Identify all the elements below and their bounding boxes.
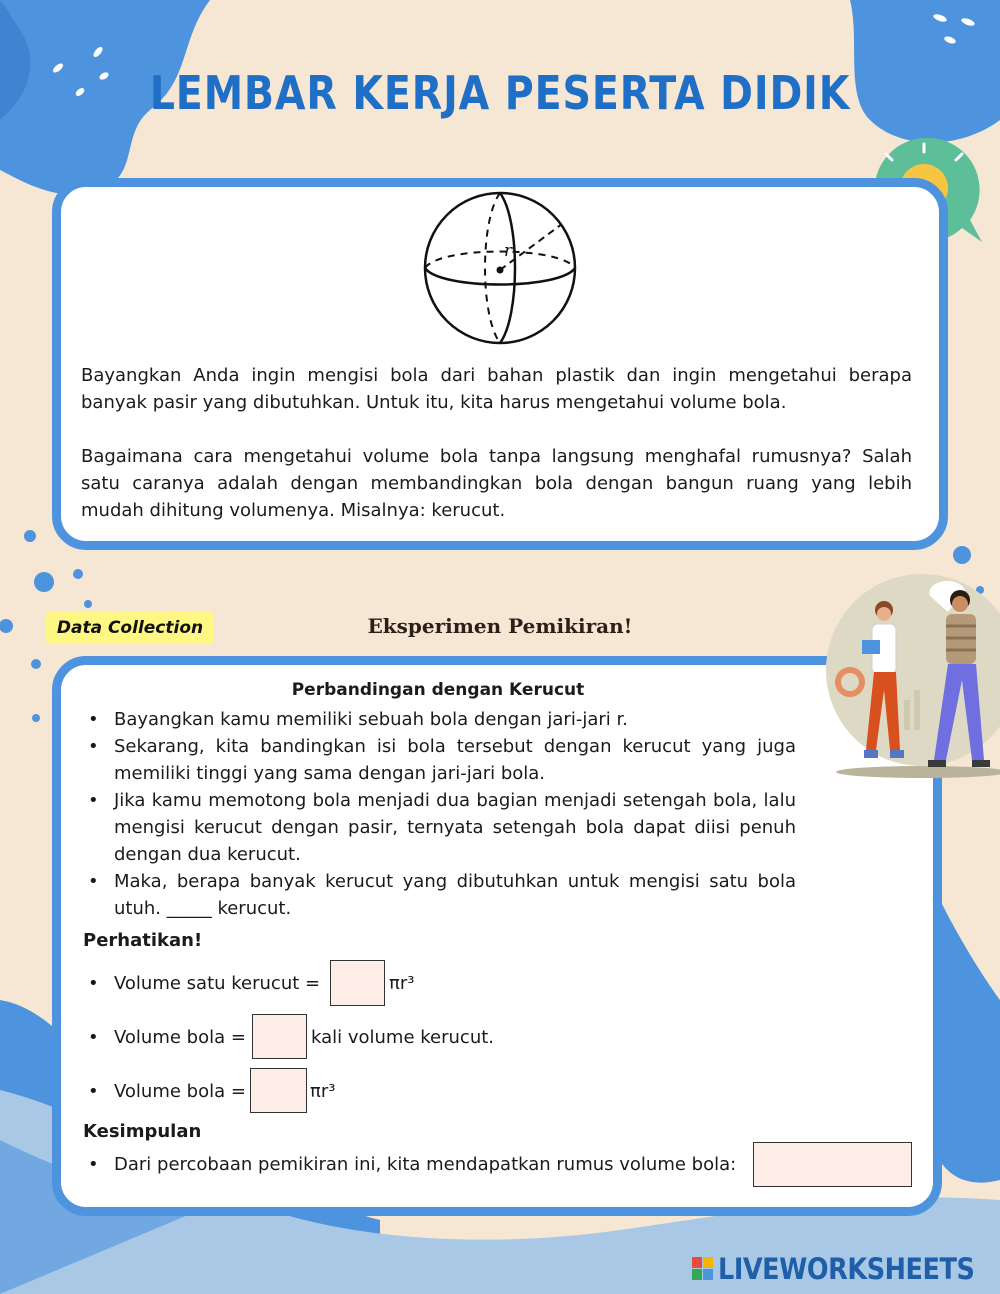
cone-volume-label: • Volume satu kerucut = — [86, 970, 320, 997]
section-title: Eksperimen Pemikiran! — [367, 614, 633, 638]
comparison-bullet-2: • Sekarang, kita bandingkan isi bola tersebut dengan kerucut yang juga memiliki tinggi yang sama dengan jari-jari bola. — [86, 733, 796, 787]
conclusion-text: • Dari percobaan pemikiran ini, kita mendapatkan rumus volume bola: — [86, 1151, 736, 1178]
intro-paragraph-2: Bagaimana cara mengetahui volume bola tanpa langsung menghafal rumusnya? Salah satu caranya adalah dengan membandingkan bola dengan bangun ruang yang lebih mudah dihitung volumenya. Misalnya: kerucut. — [81, 446, 912, 521]
data-collection-tag: Data Collection — [46, 612, 214, 644]
comparison-heading: Perbandingan dengan Kerucut — [291, 680, 585, 700]
sphere-volume-label: • Volume bola = — [86, 1078, 246, 1105]
comparison-bullet-1: • Bayangkan kamu memiliki sebuah bola dengan jari-jari r. — [86, 706, 796, 733]
conclusion-answer-box[interactable] — [753, 1142, 912, 1187]
liveworksheets-logo[interactable]: LIVEWORKSHEETS — [718, 1252, 975, 1286]
attention-heading: Perhatikan! — [83, 930, 203, 951]
sphere-times-label: • Volume bola = — [86, 1024, 246, 1051]
people-illustration — [822, 570, 1000, 780]
sphere-times-suffix: kali volume kerucut. — [311, 1027, 495, 1048]
radius-label: r — [504, 241, 513, 261]
cone-volume-answer-box[interactable] — [330, 960, 385, 1006]
sphere-volume-answer-box[interactable] — [250, 1068, 307, 1113]
comparison-bullet-3: • Jika kamu memotong bola menjadi dua bagian menjadi setengah bola, lalu mengisi kerucut dengan pasir, ternyata setengah bola dapat diisi penuh dengan dua kerucut. — [86, 787, 796, 868]
liveworksheets-logo-icon — [692, 1257, 714, 1281]
sphere-times-answer-box[interactable] — [252, 1014, 307, 1059]
intro-paragraph-1: Bayangkan Anda ingin mengisi bola dari bahan plastik dan ingin mengetahui berapa banyak pasir yang dibutuhkan. Untuk itu, kita harus mengetahui volume bola. — [81, 365, 912, 413]
sphere-volume-suffix: πr³ — [310, 1081, 336, 1102]
comparison-bullet-4: • Maka, berapa banyak kerucut yang dibutuhkan untuk mengisi satu bola utuh. _____ kerucut. — [86, 868, 796, 922]
cone-volume-suffix: πr³ — [389, 973, 415, 994]
sphere-diagram — [420, 190, 580, 350]
page-title: LEMBAR KERJA PESERTA DIDIK — [149, 66, 851, 120]
conclusion-heading: Kesimpulan — [83, 1121, 202, 1142]
